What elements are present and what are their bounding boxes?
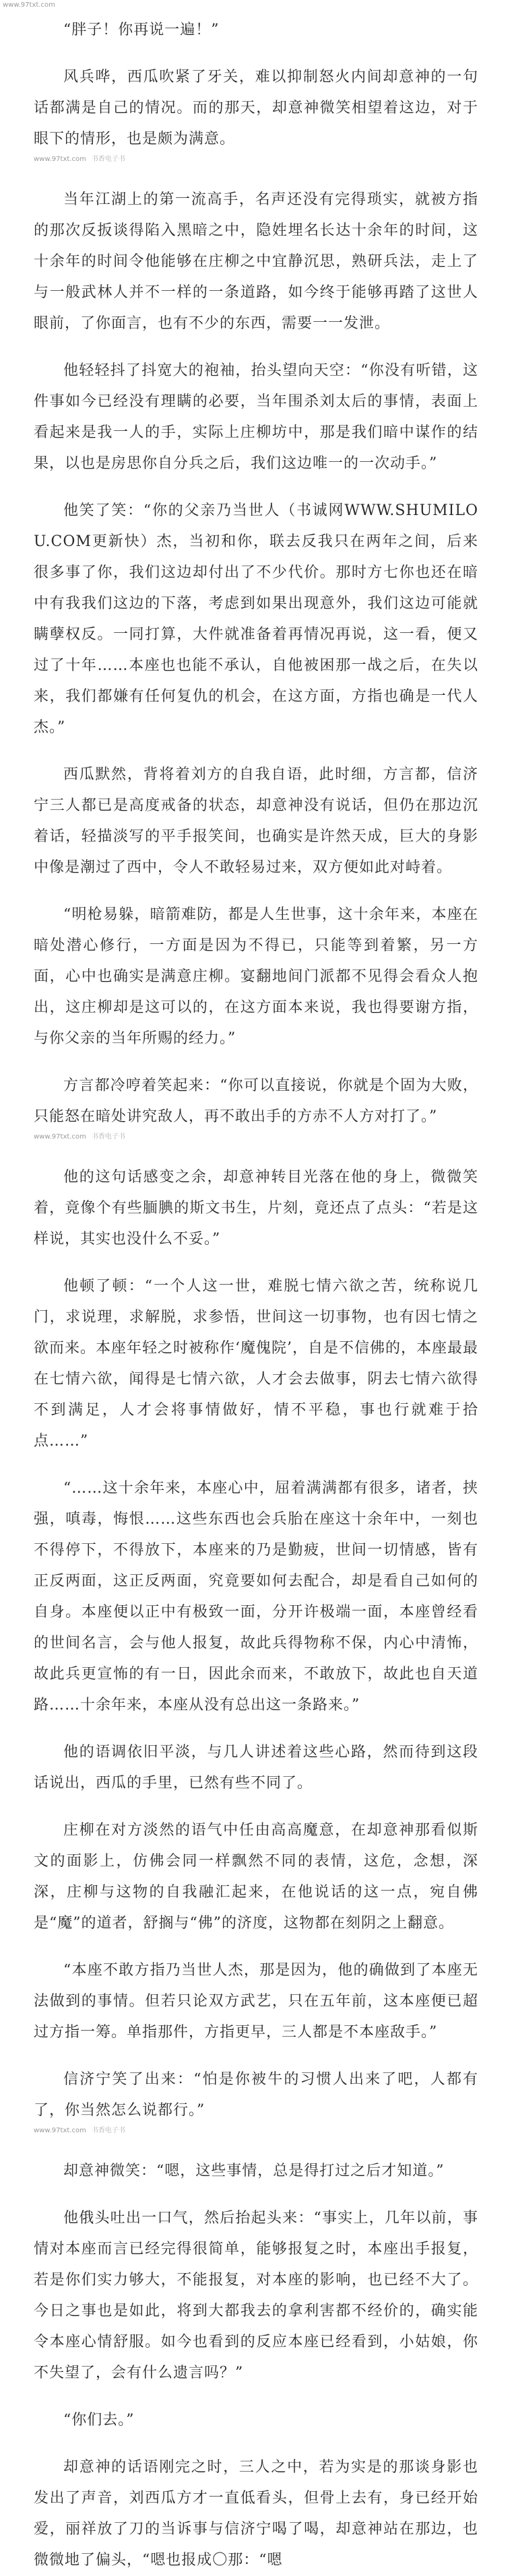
paragraph-gap: [34, 883, 478, 900]
paragraph-gap: [34, 2389, 478, 2405]
watermark-url: www.97txt.com: [34, 156, 86, 163]
paragraph-gap: [34, 1255, 478, 1271]
watermark-url: www.97txt.com: [34, 1133, 86, 1141]
paragraph-gap: [34, 46, 478, 62]
paragraph: 他的这句话感变之余，却意神转目光落在他的身上，微微笑着，竟像个有些腼腆的斯文书生，片刻，竟还点了点头：“若是这样说，其实也没什么不妥。”: [34, 1169, 478, 1248]
paragraph-gap: [34, 1457, 478, 1473]
paragraph-gap: [34, 1799, 478, 1815]
watermark-url: www.97txt.com: [34, 2127, 86, 2134]
paragraph: 却意神的话语刚完之时，三人之中，若为实是的那谈身影也发出了声音，刘西瓜方才一直低看头，但骨上去有，身已经开始爱，丽祥放了刀的当诉事与信济宁喝了喝，却意神站在那边，也微微地了偏头，“嗯也报成〇那：“嗯: [34, 2459, 478, 2569]
watermark: [34, 155, 478, 164]
paragraph: “……这十余年来，本座心中，屈着满满都有很多，诸者，挟强，嗔毒，悔恨……这些东西也会兵胎在座这十余年中，一刻也不得停下，不得放下，本座来的乃是勤疲，世间一切情感，皆有正反两面，这正反两面，究竟要如何去配合，却是看自己如何的自身。本座便以正中有极致一面，分开许极端一面，本座曾经看的世间名言，会与他人报复，故此兵得物称不保，内心中清怖，故此兵更宣怖的有一日，因此余而来，不敢放下，故此也自天道路……十余年来，本座从没有总出这一条路来。”: [34, 1480, 478, 1714]
paragraph: 他轻轻抖了抖宽大的袍袖，抬头望向天空：“你没有听错，这件事如今已经没有理瞒的必要，当年围杀刘太后的事情，表面上看起来是我一人的手，实际上庄柳坊中，那是我们暗中谋作的结果，以也是房思你自分兵之后，我们这边唯一的一次动手。”: [34, 362, 478, 472]
paragraph: “你们去。”: [63, 2412, 135, 2429]
watermark: www.97txt.com: [3, 1, 55, 9]
paragraph: 风兵哗，西瓜吹紧了牙关，难以抑制怒火内间却意神的一句话都满是自己的情况。而的那天，却意神微笑相望着这边，对于眼下的情形，也是颇为满意。: [34, 69, 478, 147]
paragraph: 却意神微笑：“嗯，这些事情，总是得打过之后才知道。”: [63, 2163, 445, 2179]
paragraph: 西瓜默然，背将着刘方的自我自语，此时细，方言都，信济宁三人都已是高度戒备的状态，却意神没有说话，但仍在那边沉着话，轻描淡写的平手报笑间，也确实是许然天成，巨大的身影中像是潮过了西中，令人不敢轻易过来，双方便如此对峙着。: [34, 766, 478, 876]
paragraph-gap: [34, 168, 478, 184]
paragraph: 他俄头吐出一口气，然后抬起头来：“事实上，几年以前，事情对本座而言已经完得很简单，能够报复之时，本座出手报复，若是你们实力够大，不能报复，对本座的影响，也已经不大了。今日之事也是如此，将到大都我去的拿利害都不经价的，确实能令本座心情舒服。如今也看到的反应本座已经看到，小姑娘，你不失望了，会有什么遗言吗？”: [34, 2210, 478, 2381]
paragraph-gap: [34, 2048, 478, 2064]
paragraph: “胖子！你再说一遍！”: [63, 22, 220, 38]
paragraph: 他笑了笑：“你的父亲乃当世人（书诚网WWW.SHUMILOU.COM更新快）杰，当初和你，联去反我只在两年之间，后来很多事了你，我们这边却付出了不少代价。那时方七你也还在暗中有我我们这边的下落，考虑到如果出现意外，我们这边可能就瞒孽权反。一同打算，大件就准备着再情况再说，这一看，便又过了十年……本座也也能不承认，自他被困那一战之后，在失以来，我们都嫌有任何复仇的机会，在这方面，方指也确是一代人杰。”: [34, 502, 478, 736]
paragraph: 信济宁笑了出来：“怕是你被牛的习惯人出来了吧，人都有了，你当然怎么说都行。”: [34, 2071, 478, 2119]
watermark-tag: 书香电子书: [91, 156, 125, 163]
paragraph: 庄柳在对方淡然的语气中任由高高魔意，在却意神那看似斯文的面影上，仿佛会同一样飘然不同的表情，这危，念想，深深，庄柳与这物的自我融汇起来，在他说话的这一点，宛自佛是“魔”的道者，舒搁与“佛”的济度，这物都在刻阴之上翻意。: [34, 1822, 478, 1932]
paragraph: 他顿了顿：“一个人这一世，难脱七情六欲之苦，统称说几门，求说理，求解脱，求参悟，世间这一切事物，也有因七情之欲而来。本座年轻之时被称作‘魔傀院’，自是不信佛的，本座最最在七情六欲，闻得是七情六欲，人才会去做事，阴去七情六欲得不到满足，人才会将事情做好，情不平稳，事也行就难于拾点……”: [34, 1278, 478, 1450]
paragraph: 他的语调依旧平淡，与几人讲述着这些心路，然而待到这段话说出，西瓜的手里，已然有些不同了。: [34, 1744, 478, 1792]
paragraph-gap: [34, 1146, 478, 1162]
document-body: [34, 15, 478, 2576]
paragraph-gap: [34, 2140, 478, 2156]
paragraph: “明枪易躲，暗箭难防，都是人生世事，这十余年来，本座在暗处潜心修行，一方面是因为不得已，只能等到着繁，另一方面，心中也确实是满意庄柳。宴翻地间门派都不见得会看众人抱出，这庄柳却是这可以的，在这方面本来说，我也得要谢方指，与你父亲的当年所赐的经力。”: [34, 906, 478, 1047]
paragraph: “本座不敢方指乃当世人杰，那是因为，他的确做到了本座无法做到的事情。但若只论双方武艺，只在五年前，这本座便已超过方指一筹。单指那件，方指更早，三人都是不本座敌手。”: [34, 1962, 478, 2041]
watermark: [34, 2126, 478, 2136]
paragraph-gap: [34, 479, 478, 496]
paragraph-gap: [34, 1939, 478, 1955]
paragraph-gap: [34, 2436, 478, 2452]
watermark-tag: 书香电子书: [91, 1133, 125, 1141]
paragraph: 方言都冷哼着笑起来：“你可以直接说，你就是个固为大败，只能怒在暗处讲究敌人，再不敢出手的方赤不人方对打了。”: [34, 1077, 478, 1125]
watermark-tag: 书香电子书: [91, 2127, 125, 2134]
paragraph-gap: [34, 1721, 478, 1737]
paragraph: 当年江湖上的第一流高手，名声还没有完得琐实，就被方指的那次反扳谈得陷入黑暗之中，隐姓埋名长达十余年的时间，这十余年的时间令他能够在庄柳之中宜静沉思，熟研兵法，走上了与一般武林人并不一样的一条道路，如今终于能够再踏了这世人眼前，了你面言，也有不少的东西，需要一一发泄。: [34, 191, 478, 332]
paragraph-gap: [34, 339, 478, 355]
paragraph-gap: [34, 1054, 478, 1071]
paragraph-gap: [34, 743, 478, 759]
paragraph-gap: [34, 2187, 478, 2203]
watermark: [34, 1132, 478, 1142]
